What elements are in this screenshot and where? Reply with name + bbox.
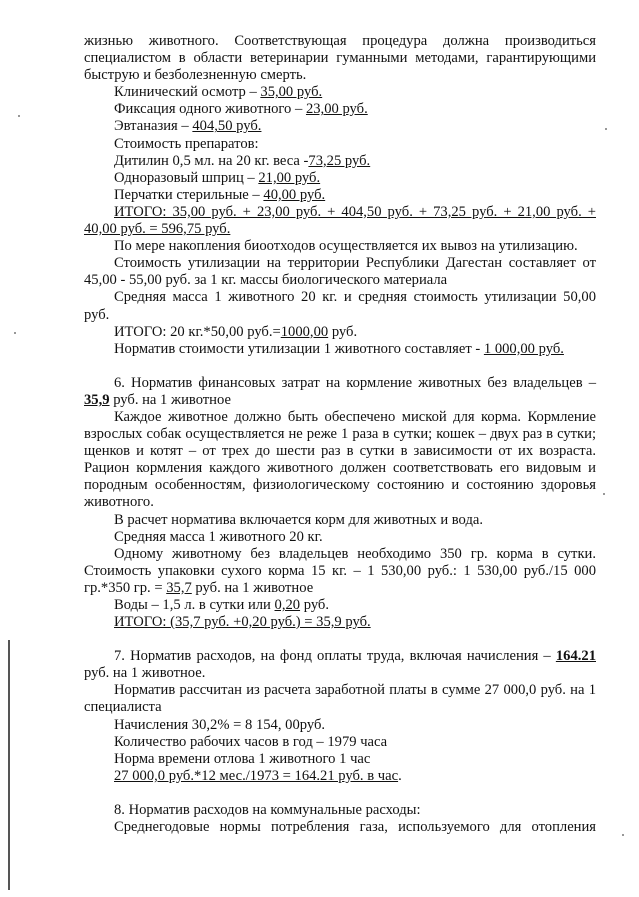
scan-speck: [603, 493, 605, 495]
section-7-heading: 7. Норматив расходов, на фонд оплаты труда, включая начисления – 164.21: [114, 648, 596, 665]
salary-formula-line: 27 000,0 руб.*12 мес./1973 = 164.21 руб. в час.: [114, 767, 402, 784]
euthanasia-cost-line: Эвтаназия – 404,50 руб.: [114, 118, 262, 135]
text-line: Стоимость упаковки сухого корма 15 кг. – 1 530,00 руб.: 1 530,00 руб./15 000: [84, 562, 596, 579]
text-line: животного.: [84, 494, 154, 511]
syringe-cost-value: 21,00 руб.: [258, 169, 321, 186]
feed-cost-value: 35,7: [166, 579, 192, 596]
ditilin-cost-line: Дитилин 0,5 мл. на 20 кг. веса -73,25 руб.: [114, 152, 371, 169]
text-line: жизнью животного. Соответствующая процедура должна производиться: [84, 33, 596, 49]
section-6-heading: 6. Норматив финансовых затрат на кормление животных без владельцев –: [114, 374, 596, 391]
ditilin-cost-value: 73,25 руб.: [308, 152, 371, 169]
section-6-value: 35,9: [84, 391, 110, 408]
section-6-heading: 35,9 руб. на 1 животное: [84, 391, 231, 408]
scan-speck: [18, 115, 20, 117]
feed-cost-line: гр.*350 гр. = 35,7 руб. на 1 животное: [84, 579, 314, 596]
total-feeding-line: ИТОГО: (35,7 руб. +0,20 руб.) = 35,9 руб.: [114, 614, 371, 631]
euthanasia-cost-value: 404,50 руб.: [192, 118, 262, 135]
text-line: Начисления 30,2% = 8 154, 00руб.: [114, 716, 326, 733]
gloves-cost-line: Перчатки стерильные – 40,00 руб.: [114, 186, 326, 203]
scan-edge-line: [8, 640, 10, 890]
total-utilization-line: ИТОГО: 20 кг.*50,00 руб.=1000,00 руб.: [114, 323, 358, 340]
utilization-norm-value: 1 000,00 руб.: [483, 340, 564, 357]
text-line: Средняя масса 1 животного 20 кг.: [114, 528, 323, 545]
water-cost-value: 0,20: [274, 597, 301, 613]
drugs-heading: Стоимость препаратов:: [114, 135, 259, 152]
section-8-heading: 8. Норматив расходов на коммунальные расходы:: [114, 801, 421, 818]
text-line: щенков и котят – от трех до шести раз в сутки в зависимости от их возраста.: [84, 443, 596, 460]
gloves-cost-value: 40,00 руб.: [263, 186, 326, 203]
text-line: Норма времени отлова 1 животного 1 час: [114, 750, 371, 767]
total-euthanasia-line: 40,00 руб. = 596,75 руб.: [84, 221, 231, 238]
exam-cost-value: 35,00 руб.: [260, 84, 323, 101]
exam-cost-line: Клинический осмотр – 35,00 руб.: [114, 84, 323, 101]
text-line: быструю и безболезненную смерть.: [84, 67, 307, 84]
section-gap: [84, 785, 596, 802]
text-line: взрослых собак осуществляется не реже 1 раза в сутки; кошек – двух раз в сутки;: [84, 426, 596, 443]
text-line: Среднегодовые нормы потребления газа, используемого для отопления: [114, 819, 596, 836]
syringe-cost-line: Одноразовый шприц – 21,00 руб.: [114, 169, 321, 186]
utilization-norm-line: Норматив стоимости утилизации 1 животного составляет - 1 000,00 руб.: [114, 340, 564, 357]
text-line: специалистом в области ветеринарии гуманными методами, гарантирующими: [84, 50, 596, 67]
salary-formula: 27 000,0 руб.*12 мес./1973 = 164.21 руб. в час: [114, 767, 399, 784]
text-line: По мере накопления биоотходов осуществляется их вывоз на утилизацию.: [114, 238, 578, 255]
text-line: Норматив рассчитан из расчета заработной платы в сумме 27 000,0 руб. на 1: [114, 682, 596, 699]
scan-speck: [622, 834, 624, 836]
section-gap: [84, 358, 596, 375]
text-line: Средняя масса 1 животного 20 кг. и средняя стоимость утилизации 50,00: [114, 289, 596, 306]
water-cost-line: Воды – 1,5 л. в сутки или 0,20 руб.: [114, 597, 329, 613]
total-euthanasia-line: ИТОГО: 35,00 руб. + 23,00 руб. + 404,50 руб. + 73,25 руб. + 21,00 руб. +: [114, 203, 596, 220]
text-line: Одному животному без владельцев необходимо 350 гр. корма в сутки.: [114, 545, 596, 562]
document-page: [84, 33, 596, 836]
text-line: руб.: [84, 306, 110, 323]
scan-speck: [605, 128, 607, 130]
text-line: специалиста: [84, 699, 162, 716]
section-7-heading: руб. на 1 животное.: [84, 665, 206, 682]
scan-speck: [14, 332, 16, 334]
text-line: Стоимость утилизации на территории Республики Дагестан составляет от: [114, 255, 596, 272]
section-gap: [84, 631, 596, 648]
fixation-cost-value: 23,00 руб.: [305, 101, 368, 118]
text-line: Количество рабочих часов в год – 1979 часа: [114, 733, 388, 750]
section-7-value: 164.21: [555, 648, 596, 665]
text-line: В расчет норматива включается корм для животных и вода.: [114, 511, 483, 528]
total-utilization-value: 1000,00: [280, 323, 329, 340]
text-line: Рацион кормления каждого животного должен соответствовать его видовым и: [84, 460, 596, 477]
text-line: 45,00 - 55,00 руб. за 1 кг. массы биологического материала: [84, 272, 448, 289]
fixation-cost-line: Фиксация одного животного – 23,00 руб.: [114, 101, 368, 118]
text-line: породным особенностям, физиологическому состоянию и состоянию здоровья: [84, 477, 596, 494]
text-line: Каждое животное должно быть обеспечено миской для корма. Кормление: [114, 408, 596, 425]
